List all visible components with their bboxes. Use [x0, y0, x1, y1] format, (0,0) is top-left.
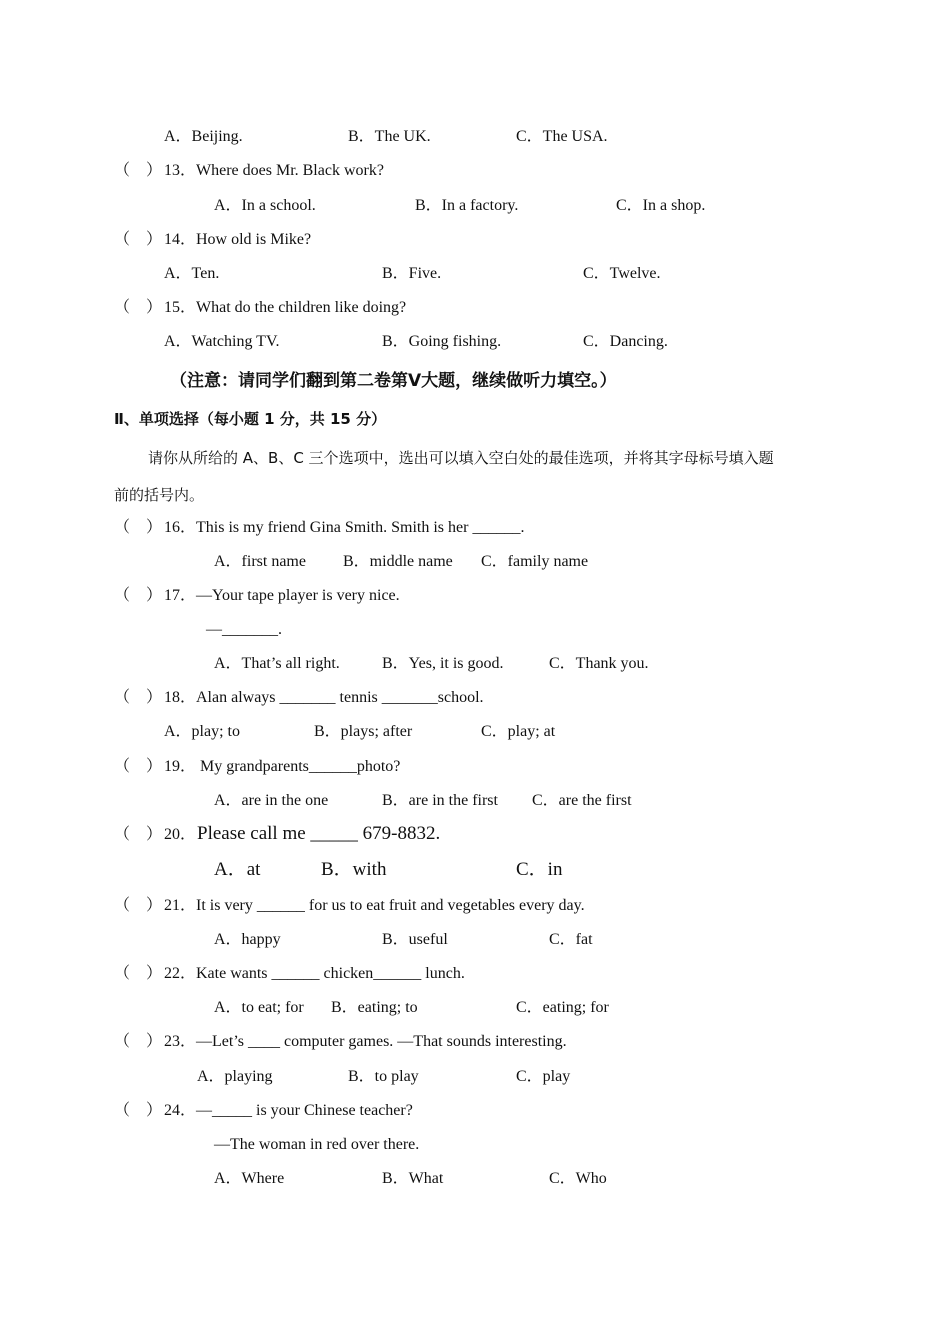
answer-blank: （ ）	[114, 231, 163, 248]
answer-blank: （ ）	[114, 299, 163, 316]
option-c: C．in	[516, 859, 563, 880]
option-a: A．In a school.	[214, 197, 316, 214]
option-c: C．play; at	[481, 723, 556, 740]
option-c: C．family name	[481, 553, 589, 570]
option-b: B．Going fishing.	[382, 333, 502, 350]
question-stem-reply: —The woman in red over there.	[214, 1136, 420, 1153]
answer-blank: （ ）	[114, 1102, 163, 1119]
answer-blank: （ ）	[114, 826, 163, 843]
option-c: C．Who	[549, 1170, 607, 1187]
option-c: C．Thank you.	[549, 655, 649, 672]
option-a: A．are in the one	[214, 792, 329, 809]
instruction-line: 请你从所给的 A、B、C 三个选项中，选出可以填入空白处的最佳选项，并将其字母标号填入题	[148, 449, 774, 467]
question-stem: 17．—Your tape player is very nice.	[164, 587, 400, 604]
option-c: C．The USA.	[516, 128, 608, 145]
option-c: C．are the first	[532, 792, 632, 809]
option-b: B．are in the first	[382, 792, 498, 809]
option-c: C．eating; for	[516, 999, 609, 1016]
option-a: A．at	[214, 859, 261, 880]
question-stem: 13．Where does Mr. Black work?	[164, 162, 384, 179]
option-a: A．to eat; for	[214, 999, 304, 1016]
question-stem: 22．Kate wants ______ chicken______ lunch.	[164, 965, 465, 982]
option-b: B．with	[321, 859, 387, 880]
option-b: B．Yes, it is good.	[382, 655, 504, 672]
notice-text: （注意：请同学们翻到第二卷第Ⅴ大题，继续做听力填空。）	[170, 371, 617, 391]
option-a: A．Watching TV.	[164, 333, 280, 350]
option-b: B．plays; after	[314, 723, 413, 740]
question-stem-reply: —_______.	[206, 621, 282, 638]
option-a: A．Where	[214, 1170, 285, 1187]
question-stem: 23．—Let’s ____ computer games. —That sounds interesting.	[164, 1033, 567, 1050]
option-a: A．play; to	[164, 723, 240, 740]
option-b: B．to play	[348, 1068, 419, 1085]
instruction-line: 前的括号内。	[114, 486, 205, 504]
option-b: B．Five.	[382, 265, 442, 282]
answer-blank: （ ）	[114, 587, 163, 604]
option-a: A．Ten.	[164, 265, 220, 282]
question-stem: 18．Alan always _______ tennis _______school.	[164, 689, 484, 706]
option-b: B．What	[382, 1170, 444, 1187]
option-a: A．happy	[214, 931, 281, 948]
option-c: C．In a shop.	[616, 197, 706, 214]
option-a: A．playing	[197, 1068, 273, 1085]
option-a: A．That’s all right.	[214, 655, 340, 672]
question-stem: 24．—_____ is your Chinese teacher?	[164, 1102, 413, 1119]
option-a: A．first name	[214, 553, 306, 570]
answer-blank: （ ）	[114, 758, 163, 775]
option-b: B．middle name	[343, 553, 453, 570]
answer-blank: （ ）	[114, 689, 163, 706]
section-title: Ⅱ、单项选择（每小题 1 分，共 15 分）	[114, 410, 387, 428]
question-stem: Please call me _____ 679-8832.	[197, 823, 441, 844]
answer-blank: （ ）	[114, 897, 163, 914]
question-number: 20．	[164, 826, 197, 843]
option-b: B．useful	[382, 931, 448, 948]
option-b: B．In a factory.	[415, 197, 519, 214]
option-b: B．eating; to	[331, 999, 418, 1016]
option-c: C．Twelve.	[583, 265, 661, 282]
answer-blank: （ ）	[114, 1033, 163, 1050]
answer-blank: （ ）	[114, 162, 163, 179]
option-c: C．Dancing.	[583, 333, 668, 350]
option-a: A．Beijing.	[164, 128, 243, 145]
answer-blank: （ ）	[114, 519, 163, 536]
question-stem: 14．How old is Mike?	[164, 231, 312, 248]
option-b: B．The UK.	[348, 128, 431, 145]
answer-blank: （ ）	[114, 965, 163, 982]
option-c: C．fat	[549, 931, 593, 948]
question-stem: 21．It is very ______ for us to eat fruit and vegetables every day.	[164, 897, 585, 914]
question-stem: 16．This is my friend Gina Smith. Smith is her ______.	[164, 519, 525, 536]
question-stem: 15．What do the children like doing?	[164, 299, 407, 316]
option-c: C．play	[516, 1068, 571, 1085]
question-stem: 19． My grandparents______photo?	[164, 758, 401, 775]
